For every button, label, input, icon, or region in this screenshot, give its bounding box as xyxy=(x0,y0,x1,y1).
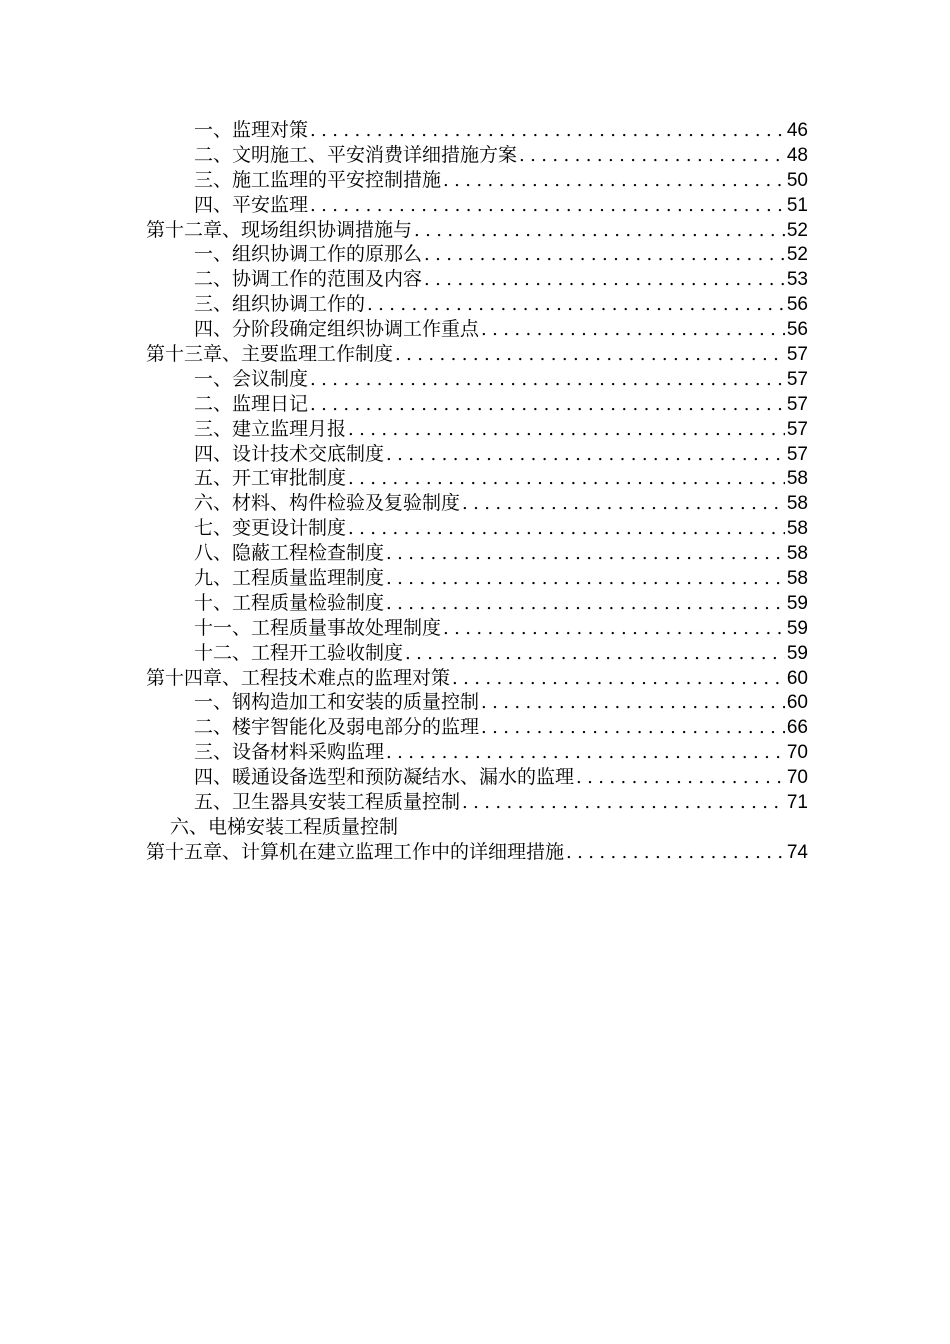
toc-dot-leader xyxy=(348,467,785,491)
toc-section-entry[interactable] xyxy=(146,317,808,342)
toc-chapter-entry[interactable] xyxy=(146,840,808,865)
toc-entry-title: 十一、工程质量事故处理制度 xyxy=(194,616,442,639)
toc-section-entry[interactable] xyxy=(146,516,808,541)
toc-entry-title: 五、卫生器具安装工程质量控制 xyxy=(194,791,461,814)
toc-dot-leader xyxy=(452,667,785,691)
toc-section-entry[interactable] xyxy=(146,690,808,715)
toc-page-number: 59 xyxy=(786,642,808,664)
toc-page-number: 56 xyxy=(786,294,808,316)
toc-entry-title: 第十三章、主要监理工作制度 xyxy=(146,343,394,366)
toc-entry-title: 二、楼宇智能化及弱电部分的监理 xyxy=(194,716,480,739)
toc-entry-title: 一、会议制度 xyxy=(194,367,309,390)
toc-page-number: 52 xyxy=(786,244,808,266)
toc-chapter-entry[interactable] xyxy=(146,342,808,367)
toc-entry-title: 二、协调工作的范围及内容 xyxy=(194,268,423,291)
toc-page-number: 59 xyxy=(786,592,808,614)
toc-dot-leader xyxy=(462,791,785,815)
toc-dot-leader xyxy=(405,642,785,666)
toc-dot-leader xyxy=(386,542,785,566)
toc-section-entry[interactable] xyxy=(146,616,808,641)
toc-page-number: 57 xyxy=(786,393,808,415)
toc-page-number: 58 xyxy=(786,518,808,540)
toc-section-entry[interactable] xyxy=(146,292,808,317)
toc-dot-leader xyxy=(386,567,785,591)
toc-entry-title: 一、钢构造加工和安装的质量控制 xyxy=(194,691,480,714)
toc-dot-leader xyxy=(414,219,785,243)
toc-page-number: 48 xyxy=(786,144,808,166)
toc-section-entry[interactable] xyxy=(146,641,808,666)
toc-page-number: 46 xyxy=(786,120,808,141)
toc-entry-title: 八、隐蔽工程检查制度 xyxy=(194,542,385,565)
toc-page-number: 52 xyxy=(786,219,808,241)
toc-entry-title: 二、监理日记 xyxy=(194,392,309,415)
toc-section-entry[interactable] xyxy=(146,267,808,292)
toc-dot-leader xyxy=(386,443,785,467)
toc-page-number: 57 xyxy=(786,344,808,366)
toc-dot-leader xyxy=(424,243,785,267)
toc-page-number: 60 xyxy=(786,692,808,714)
toc-entry-title: 四、设计技术交底制度 xyxy=(194,442,385,465)
toc-section-entry[interactable] xyxy=(146,740,808,765)
toc-entry-title: 一、监理对策 xyxy=(194,119,309,141)
toc-dot-leader xyxy=(424,268,785,292)
toc-section-entry[interactable] xyxy=(146,168,808,193)
toc-page-number: 71 xyxy=(786,792,808,814)
toc-page-number: 70 xyxy=(786,767,808,789)
toc-section-entry[interactable] xyxy=(146,392,808,417)
toc-dot-leader xyxy=(519,144,785,168)
toc-entry-title: 第十二章、现场组织协调措施与 xyxy=(146,218,413,241)
toc-chapter-entry[interactable] xyxy=(146,218,808,243)
toc-section-entry[interactable] xyxy=(146,417,808,442)
toc-section-entry[interactable] xyxy=(146,715,808,740)
toc-section-entry[interactable] xyxy=(146,242,808,267)
toc-dot-leader xyxy=(386,741,785,765)
toc-entry-title: 第十五章、计算机在建立监理工作中的详细理措施 xyxy=(146,840,565,863)
table-of-contents xyxy=(146,118,808,865)
toc-section-entry[interactable] xyxy=(146,466,808,491)
toc-page-number: 57 xyxy=(786,443,808,465)
toc-dot-leader xyxy=(310,368,785,392)
toc-dot-leader xyxy=(310,194,785,218)
toc-page-number: 58 xyxy=(786,468,808,490)
toc-dot-leader xyxy=(348,517,785,541)
toc-page-number: 53 xyxy=(786,269,808,291)
toc-page-number: 58 xyxy=(786,493,808,515)
toc-dot-leader xyxy=(310,393,785,417)
toc-section-entry[interactable] xyxy=(146,143,808,168)
toc-page-number: 56 xyxy=(786,319,808,341)
toc-page-number: 70 xyxy=(786,742,808,764)
toc-section-entry[interactable] xyxy=(146,765,808,790)
toc-dot-leader xyxy=(481,716,785,740)
toc-entry-title: 一、组织协调工作的原那么 xyxy=(194,243,423,266)
toc-entry-title: 十、工程质量检验制度 xyxy=(194,591,385,614)
toc-dot-leader xyxy=(310,119,785,143)
toc-dot-leader xyxy=(576,766,785,790)
toc-dot-leader xyxy=(443,617,785,641)
toc-entry-title: 七、变更设计制度 xyxy=(194,517,347,540)
toc-entry-title: 三、施工监理的平安控制措施 xyxy=(194,168,442,191)
toc-page-number: 58 xyxy=(786,543,808,565)
toc-page-number: 51 xyxy=(786,194,808,216)
toc-page-number: 74 xyxy=(786,841,808,863)
toc-section-entry[interactable] xyxy=(146,566,808,591)
toc-section-entry[interactable] xyxy=(146,591,808,616)
toc-section-entry[interactable] xyxy=(146,491,808,516)
toc-section-entry[interactable] xyxy=(146,442,808,467)
toc-entry-title: 四、暖通设备选型和预防凝结水、漏水的监理 xyxy=(194,766,575,789)
toc-dot-leader xyxy=(395,343,785,367)
toc-page-number: 57 xyxy=(786,368,808,390)
toc-dot-leader xyxy=(348,418,785,442)
toc-section-entry[interactable] xyxy=(146,367,808,392)
toc-entry-title: 六、电梯安装工程质量控制 xyxy=(170,815,399,838)
toc-entry-title: 十二、工程开工验收制度 xyxy=(194,641,404,664)
toc-page-number: 58 xyxy=(786,568,808,590)
toc-page-number: 57 xyxy=(786,418,808,440)
toc-page-number: 60 xyxy=(786,667,808,689)
toc-entry-title: 二、文明施工、平安消费详细措施方案 xyxy=(194,143,518,166)
toc-page-number: 66 xyxy=(786,717,808,739)
toc-entry-title: 五、开工审批制度 xyxy=(194,467,347,490)
toc-dot-leader xyxy=(386,592,785,616)
toc-dot-leader xyxy=(462,492,785,516)
toc-dot-leader xyxy=(443,169,785,193)
toc-chapter-entry[interactable] xyxy=(146,666,808,691)
toc-dot-leader xyxy=(481,318,785,342)
toc-section-entry[interactable] xyxy=(146,193,808,218)
toc-section-entry[interactable] xyxy=(146,541,808,566)
toc-dot-leader xyxy=(367,293,785,317)
toc-entry-title: 九、工程质量监理制度 xyxy=(194,567,385,590)
toc-section-entry[interactable] xyxy=(146,815,808,840)
toc-section-entry[interactable] xyxy=(146,790,808,815)
toc-entry-title: 四、分阶段确定组织协调工作重点 xyxy=(194,318,480,341)
toc-section-entry[interactable] xyxy=(146,118,808,143)
toc-page-number: 50 xyxy=(786,169,808,191)
toc-entry-title: 三、组织协调工作的 xyxy=(194,293,366,316)
toc-entry-title: 六、材料、构件检验及复验制度 xyxy=(194,492,461,515)
toc-entry-title: 三、建立监理月报 xyxy=(194,417,347,440)
toc-entry-title: 三、设备材料采购监理 xyxy=(194,741,385,764)
toc-entry-title: 四、平安监理 xyxy=(194,193,309,216)
toc-page-number: 59 xyxy=(786,617,808,639)
toc-entry-title: 第十四章、工程技术难点的监理对策 xyxy=(146,666,451,689)
toc-dot-leader xyxy=(481,691,785,715)
toc-dot-leader xyxy=(566,841,785,865)
